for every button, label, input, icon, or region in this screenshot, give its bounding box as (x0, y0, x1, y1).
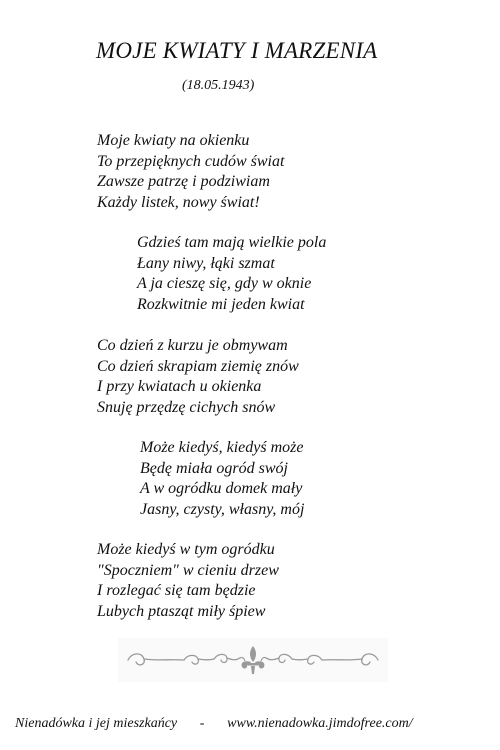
page-footer (0, 692, 500, 750)
poem-line: Gdzieś tam mają wielkie pola (137, 234, 327, 251)
poem-line: Snuję przędzę cichych snów (97, 398, 276, 416)
poem-line: Każdy listek, nowy świat! (97, 193, 260, 211)
poem-line: Jasny, czysty, własny, mój (140, 500, 305, 518)
footer-site-name: Nienadówka i jej mieszkańcy (15, 716, 178, 731)
poem-line: Moje kwiaty na okienku (97, 132, 250, 149)
flourish-divider-svg (118, 638, 388, 682)
stanza-4 (140, 438, 304, 520)
poem-line: Łany niwy, łąki szmat (137, 254, 275, 272)
poem-line: Lubych ptasząt miły śpiew (97, 602, 266, 620)
footer-url-link[interactable]: www.nienadowka.jimdofree.com/ (227, 716, 413, 731)
poem-date: (18.05.1943) (182, 78, 255, 93)
stanza-3 (97, 336, 299, 418)
footer-separator: - (199, 716, 205, 731)
poem-line: I przy kwiatach u okienka (97, 378, 262, 395)
poem-line: A w ogródku domek mały (140, 480, 303, 497)
poem-line: Co dzień skrapiam ziemię znów (97, 357, 299, 375)
poem-line: A ja cieszę się, gdy w oknie (137, 275, 312, 292)
poem-title: MOJE KWIATY I MARZENIA (96, 38, 378, 63)
footer-line (15, 716, 413, 732)
poem-line: I rozlegać się tam będzie (97, 582, 256, 599)
poem-line: To przepięknych cudów świat (97, 152, 285, 170)
poem-line: Co dzień z kurzu je obmywam (97, 337, 288, 354)
poem-line: Zawsze patrzę i podziwiam (97, 173, 270, 190)
poem-line: Może kiedyś, kiedyś może (140, 439, 304, 456)
poem-line: "Spoczniem" w cieniu drzew (97, 561, 279, 579)
poem-line: Rozkwitnie mi jeden kwiat (137, 295, 305, 313)
stanza-2 (137, 233, 326, 315)
stanza-1 (97, 131, 284, 213)
stanza-5 (97, 540, 279, 622)
poem-line: Może kiedyś w tym ogródku (97, 541, 275, 558)
poem-line: Będę miała ogród swój (140, 459, 288, 477)
flourish-divider-icon (118, 638, 388, 682)
